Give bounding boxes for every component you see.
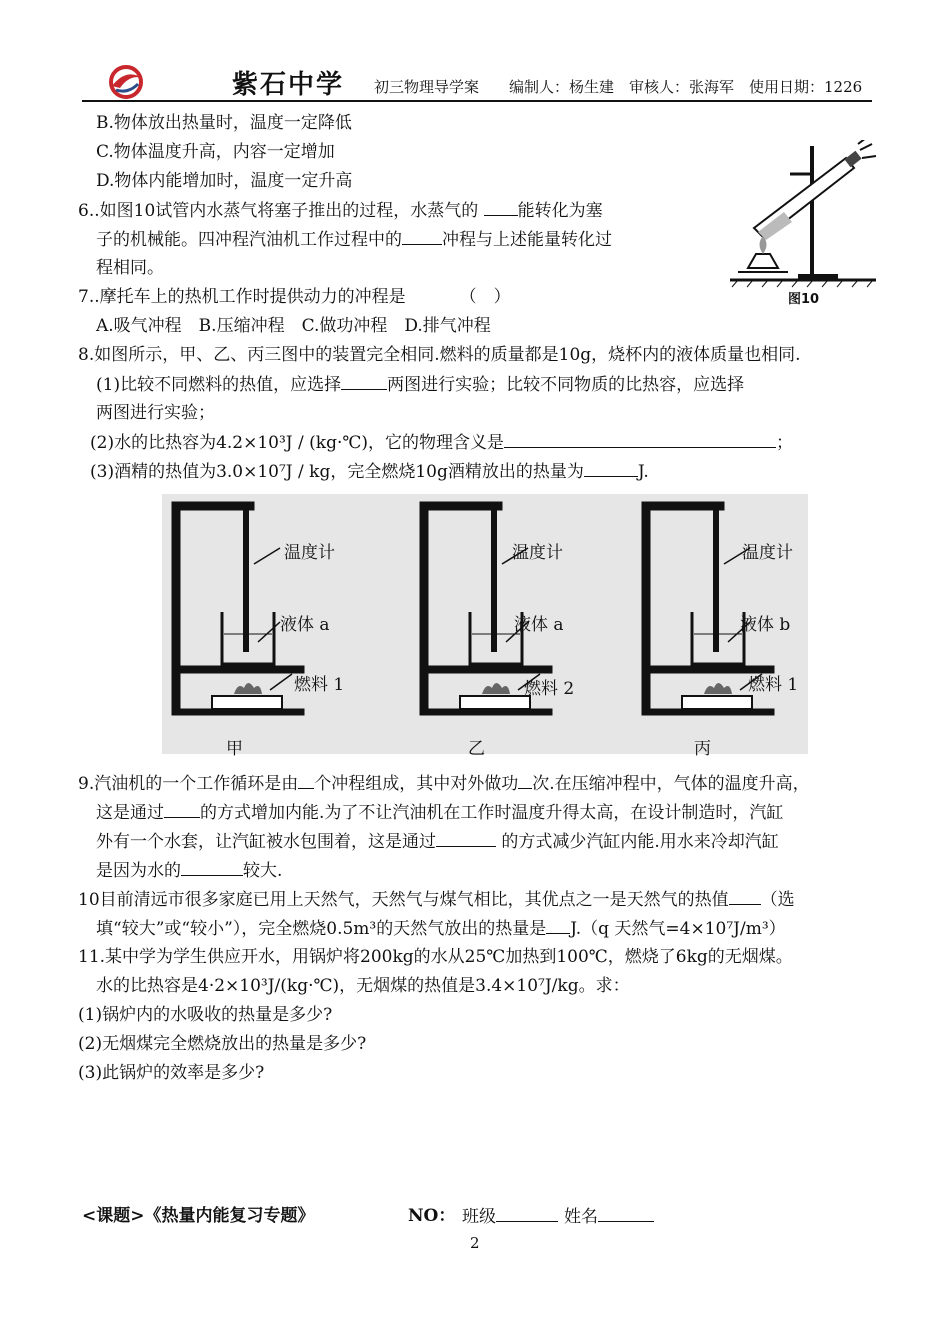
experiment-figure <box>162 494 808 759</box>
label-fuel-bing: 燃料 1 <box>748 675 799 695</box>
footer-name: 姓名 <box>564 1205 654 1228</box>
question-6-line2: 子的机械能。四冲程汽油机工作过程中的 冲程与上述能量转化过 <box>96 230 612 250</box>
question-11-line1: 11.某中学为学生供应开水，用锅炉将200kg的水从25℃加热到100℃，燃烧了6kg的无烟煤。 <box>78 947 793 967</box>
label-thermometer-jia: 温度计 <box>284 543 335 563</box>
label-fuel-yi: 燃料 2 <box>524 679 575 699</box>
page-header <box>82 64 872 102</box>
question-11-line2: 水的比热容是4·2×10³J/(kg·℃)，无烟煤的热值是3.4×10⁷J/kg。求： <box>96 976 630 996</box>
question-9-line2: 这是通过 的方式增加内能.为了不让汽油机在工作时温度升得太高，在设计制造时，汽缸 <box>96 803 784 823</box>
question-8: 8.如图所示，甲、乙、丙三图中的装置完全相同.燃料的质量都是10g，烧杯内的液体质量也相同. <box>78 345 801 365</box>
question-8-part1-cont: 两图进行实验； <box>96 403 215 423</box>
question-11-part3: (3)此锅炉的效率是多少? <box>78 1063 265 1083</box>
footer-no: NO： <box>408 1206 456 1226</box>
label-liquid-bing: 液体 b <box>740 615 791 635</box>
label-bing: 丙 <box>694 739 711 759</box>
question-10-line2: 填“较大”或“较小”），完全燃烧0.5m³的天然气放出的热量是 J.（q 天然气=4×10⁷J/m³） <box>96 919 786 939</box>
question-8-part2: (2)水的比热容为4.2×10³J / (kg·℃)，它的物理含义是 ； <box>90 433 794 453</box>
option-c: C.物体温度升高，内容一定增加 <box>96 142 335 162</box>
option-d: D.物体内能增加时，温度一定升高 <box>96 171 353 191</box>
test-tube-apparatus-icon <box>718 140 878 290</box>
question-6-line3: 程相同。 <box>96 258 164 278</box>
label-thermometer-bing: 温度计 <box>742 543 793 563</box>
question-9-line3: 外有一个水套，让汽缸被水包围着，这是通过 的方式减少汽缸内能.用水来冷却汽缸 <box>96 832 779 852</box>
label-liquid-yi: 液体 a <box>514 615 564 635</box>
question-7: 7..摩托车上的热机工作时提供动力的冲程是 （ ） <box>78 287 511 307</box>
question-11-part1: (1)锅炉内的水吸收的热量是多少? <box>78 1005 333 1025</box>
question-9-line4: 是因为水的 较大. <box>96 861 283 881</box>
header-info: 初三物理导学案 编制人：杨生建 审核人：张海军 使用日期：1226 <box>374 78 863 96</box>
experiment-apparatus-drawing <box>162 494 808 754</box>
question-10-line1: 10目前清远市很多家庭已用上天然气，天然气与煤气相比，其优点之一是天然气的热值 （选 <box>78 890 795 910</box>
question-11-part2: (2)无烟煤完全燃烧放出的热量是多少? <box>78 1034 367 1054</box>
label-jia: 甲 <box>226 739 243 759</box>
option-b: B.物体放出热量时，温度一定降低 <box>96 113 352 133</box>
question-9-line1: 9.汽油机的一个工作循环是由 个冲程组成，其中对外做功 次.在压缩冲程中，气体的温度升高， <box>78 774 810 794</box>
question-8-part3: (3)酒精的热值为3.0×10⁷J / kg，完全燃烧10g酒精放出的热量为 J. <box>90 462 649 482</box>
school-name: 紫石中学 <box>232 70 345 100</box>
question-8-part1: (1)比较不同燃料的热值，应选择 两图进行实验；比较不同物质的比热容，应选择 <box>96 375 745 395</box>
label-fuel-jia: 燃料 1 <box>294 675 345 695</box>
footer-topic: <课题>《热量内能复习专题》 <box>82 1206 315 1226</box>
footer-class: 班级 <box>462 1205 558 1228</box>
figure-10 <box>718 140 878 310</box>
figure-10-caption: 图10 <box>788 292 820 307</box>
label-liquid-jia: 液体 a <box>280 615 330 635</box>
label-thermometer-yi: 温度计 <box>512 543 563 563</box>
page-number: 2 <box>470 1234 480 1252</box>
school-logo-icon <box>104 64 148 100</box>
question-7-options: A.吸气冲程 B.压缩冲程 C.做功冲程 D.排气冲程 <box>96 316 491 336</box>
question-6-line1: 6..如图10试管内水蒸气将塞子推出的过程，水蒸气的 能转化为塞 <box>78 201 603 221</box>
label-yi: 乙 <box>468 739 485 759</box>
